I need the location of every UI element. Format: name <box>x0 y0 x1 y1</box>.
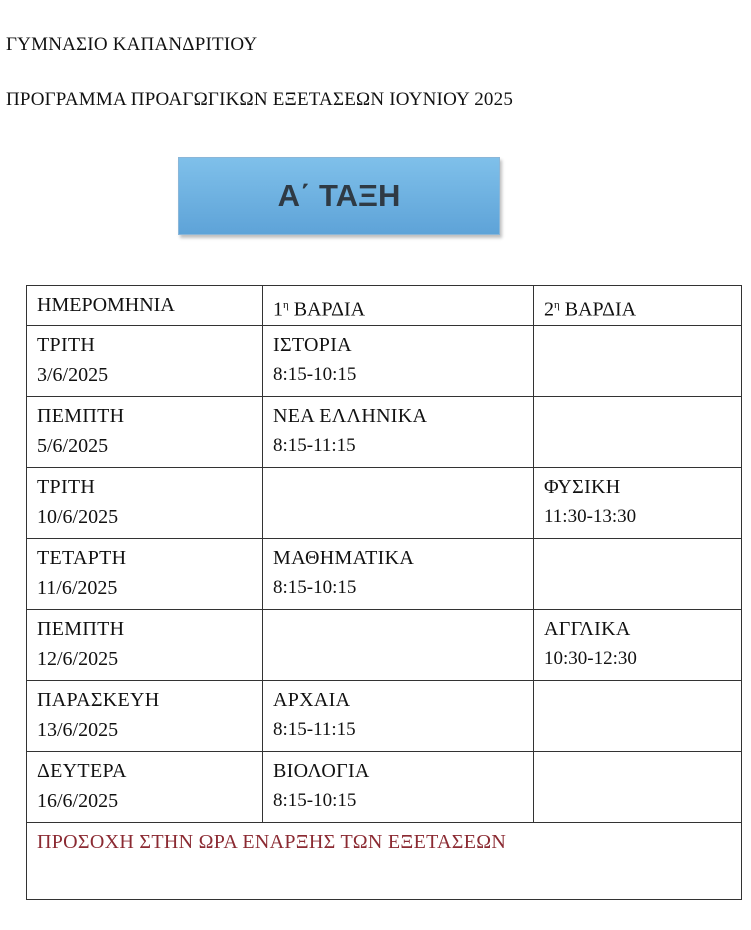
school-name: ΓΥΜΝΑΣΙΟ ΚΑΠΑΝΔΡΙΤΙΟΥ <box>6 34 258 55</box>
shift-2-cell <box>534 467 742 538</box>
weekday: ΤΕΤΑΡΤΗ <box>37 546 127 569</box>
date: 10/6/2025 <box>37 505 119 528</box>
date-cell <box>27 680 263 751</box>
exam-time: 10:30-12:30 <box>544 647 637 669</box>
shift-2-cell <box>534 609 742 680</box>
date: 12/6/2025 <box>37 647 119 670</box>
date-cell <box>27 751 263 822</box>
class-label: Α΄ ΤΑΞΗ <box>277 178 401 213</box>
schedule-title: ΠΡΟΓΡΑΜΜΑ ΠΡΟΑΓΩΓΙΚΩΝ ΕΞΕΤΑΣΕΩΝ ΙΟΥΝΙΟΥ 2025 <box>6 89 514 110</box>
shift-1-cell <box>263 609 534 680</box>
table-row <box>27 609 742 680</box>
shift-2-cell <box>534 325 742 396</box>
date-cell <box>27 396 263 467</box>
exam-time: 11:30-13:30 <box>544 505 637 527</box>
date-cell <box>27 325 263 396</box>
date: 3/6/2025 <box>37 363 109 386</box>
weekday: ΠΑΡΑΣΚΕΥΗ <box>37 688 160 711</box>
subject: ΝΕΑ ΕΛΛΗΝΙΚΑ <box>273 404 428 427</box>
shift-1-cell <box>263 325 534 396</box>
subject: ΑΓΓΛΙΚΑ <box>544 617 631 640</box>
table-row <box>27 538 742 609</box>
weekday: ΤΡΙΤΗ <box>37 333 96 356</box>
table-header-row <box>27 286 742 326</box>
shift-2-cell <box>534 538 742 609</box>
exam-time: 8:15-10:15 <box>273 363 357 385</box>
exam-time: 8:15-11:15 <box>273 718 356 740</box>
notice-text: ΠΡΟΣΟΧΗ ΣΤΗΝ ΩΡΑ ΕΝΑΡΞΗΣ ΤΩΝ ΕΞΕΤΑΣΕΩΝ <box>37 830 507 853</box>
table-row <box>27 396 742 467</box>
date-cell <box>27 467 263 538</box>
date-cell <box>27 609 263 680</box>
weekday: ΠΕΜΠΤΗ <box>37 617 125 640</box>
header-shift-2: $2^\eta$ ΒΑΡΔΙΑ <box>534 286 742 326</box>
weekday: ΠΕΜΠΤΗ <box>37 404 125 427</box>
exam-time: 8:15-10:15 <box>273 789 357 811</box>
shift-1-cell <box>263 680 534 751</box>
shift-2-cell <box>534 396 742 467</box>
date: 5/6/2025 <box>37 434 109 457</box>
weekday: ΤΡΙΤΗ <box>37 475 96 498</box>
date: 13/6/2025 <box>37 718 119 741</box>
header-date: ΗΜΕΡΟΜΗΝΙΑ <box>27 286 263 326</box>
header-shift-1: $1^\eta$ ΒΑΡΔΙΑ <box>263 286 534 326</box>
table-row <box>27 751 742 822</box>
shift-2-cell <box>534 751 742 822</box>
shift-1-cell <box>263 396 534 467</box>
exam-time: 8:15-10:15 <box>273 576 357 598</box>
date: 16/6/2025 <box>37 789 119 812</box>
shift-1-cell <box>263 467 534 538</box>
exam-time: 8:15-11:15 <box>273 434 356 456</box>
notice-cell <box>27 822 742 899</box>
table-row <box>27 325 742 396</box>
table-row <box>27 680 742 751</box>
exam-schedule-table <box>26 285 742 900</box>
weekday: ΔΕΥΤΕΡΑ <box>37 759 127 782</box>
subject: ΜΑΘΗΜΑΤΙΚΑ <box>273 546 415 569</box>
table-row <box>27 467 742 538</box>
date-cell <box>27 538 263 609</box>
date: 11/6/2025 <box>37 576 118 599</box>
subject: ΦΥΣΙΚΗ <box>544 475 621 498</box>
notice-row <box>27 822 742 899</box>
subject: ΒΙΟΛΟΓΙΑ <box>273 759 370 782</box>
subject: ΙΣΤΟΡΙΑ <box>273 333 352 356</box>
shift-1-cell <box>263 538 534 609</box>
subject: ΑΡΧΑΙΑ <box>273 688 351 711</box>
shift-2-cell <box>534 680 742 751</box>
class-banner <box>178 157 500 235</box>
shift-1-cell <box>263 751 534 822</box>
